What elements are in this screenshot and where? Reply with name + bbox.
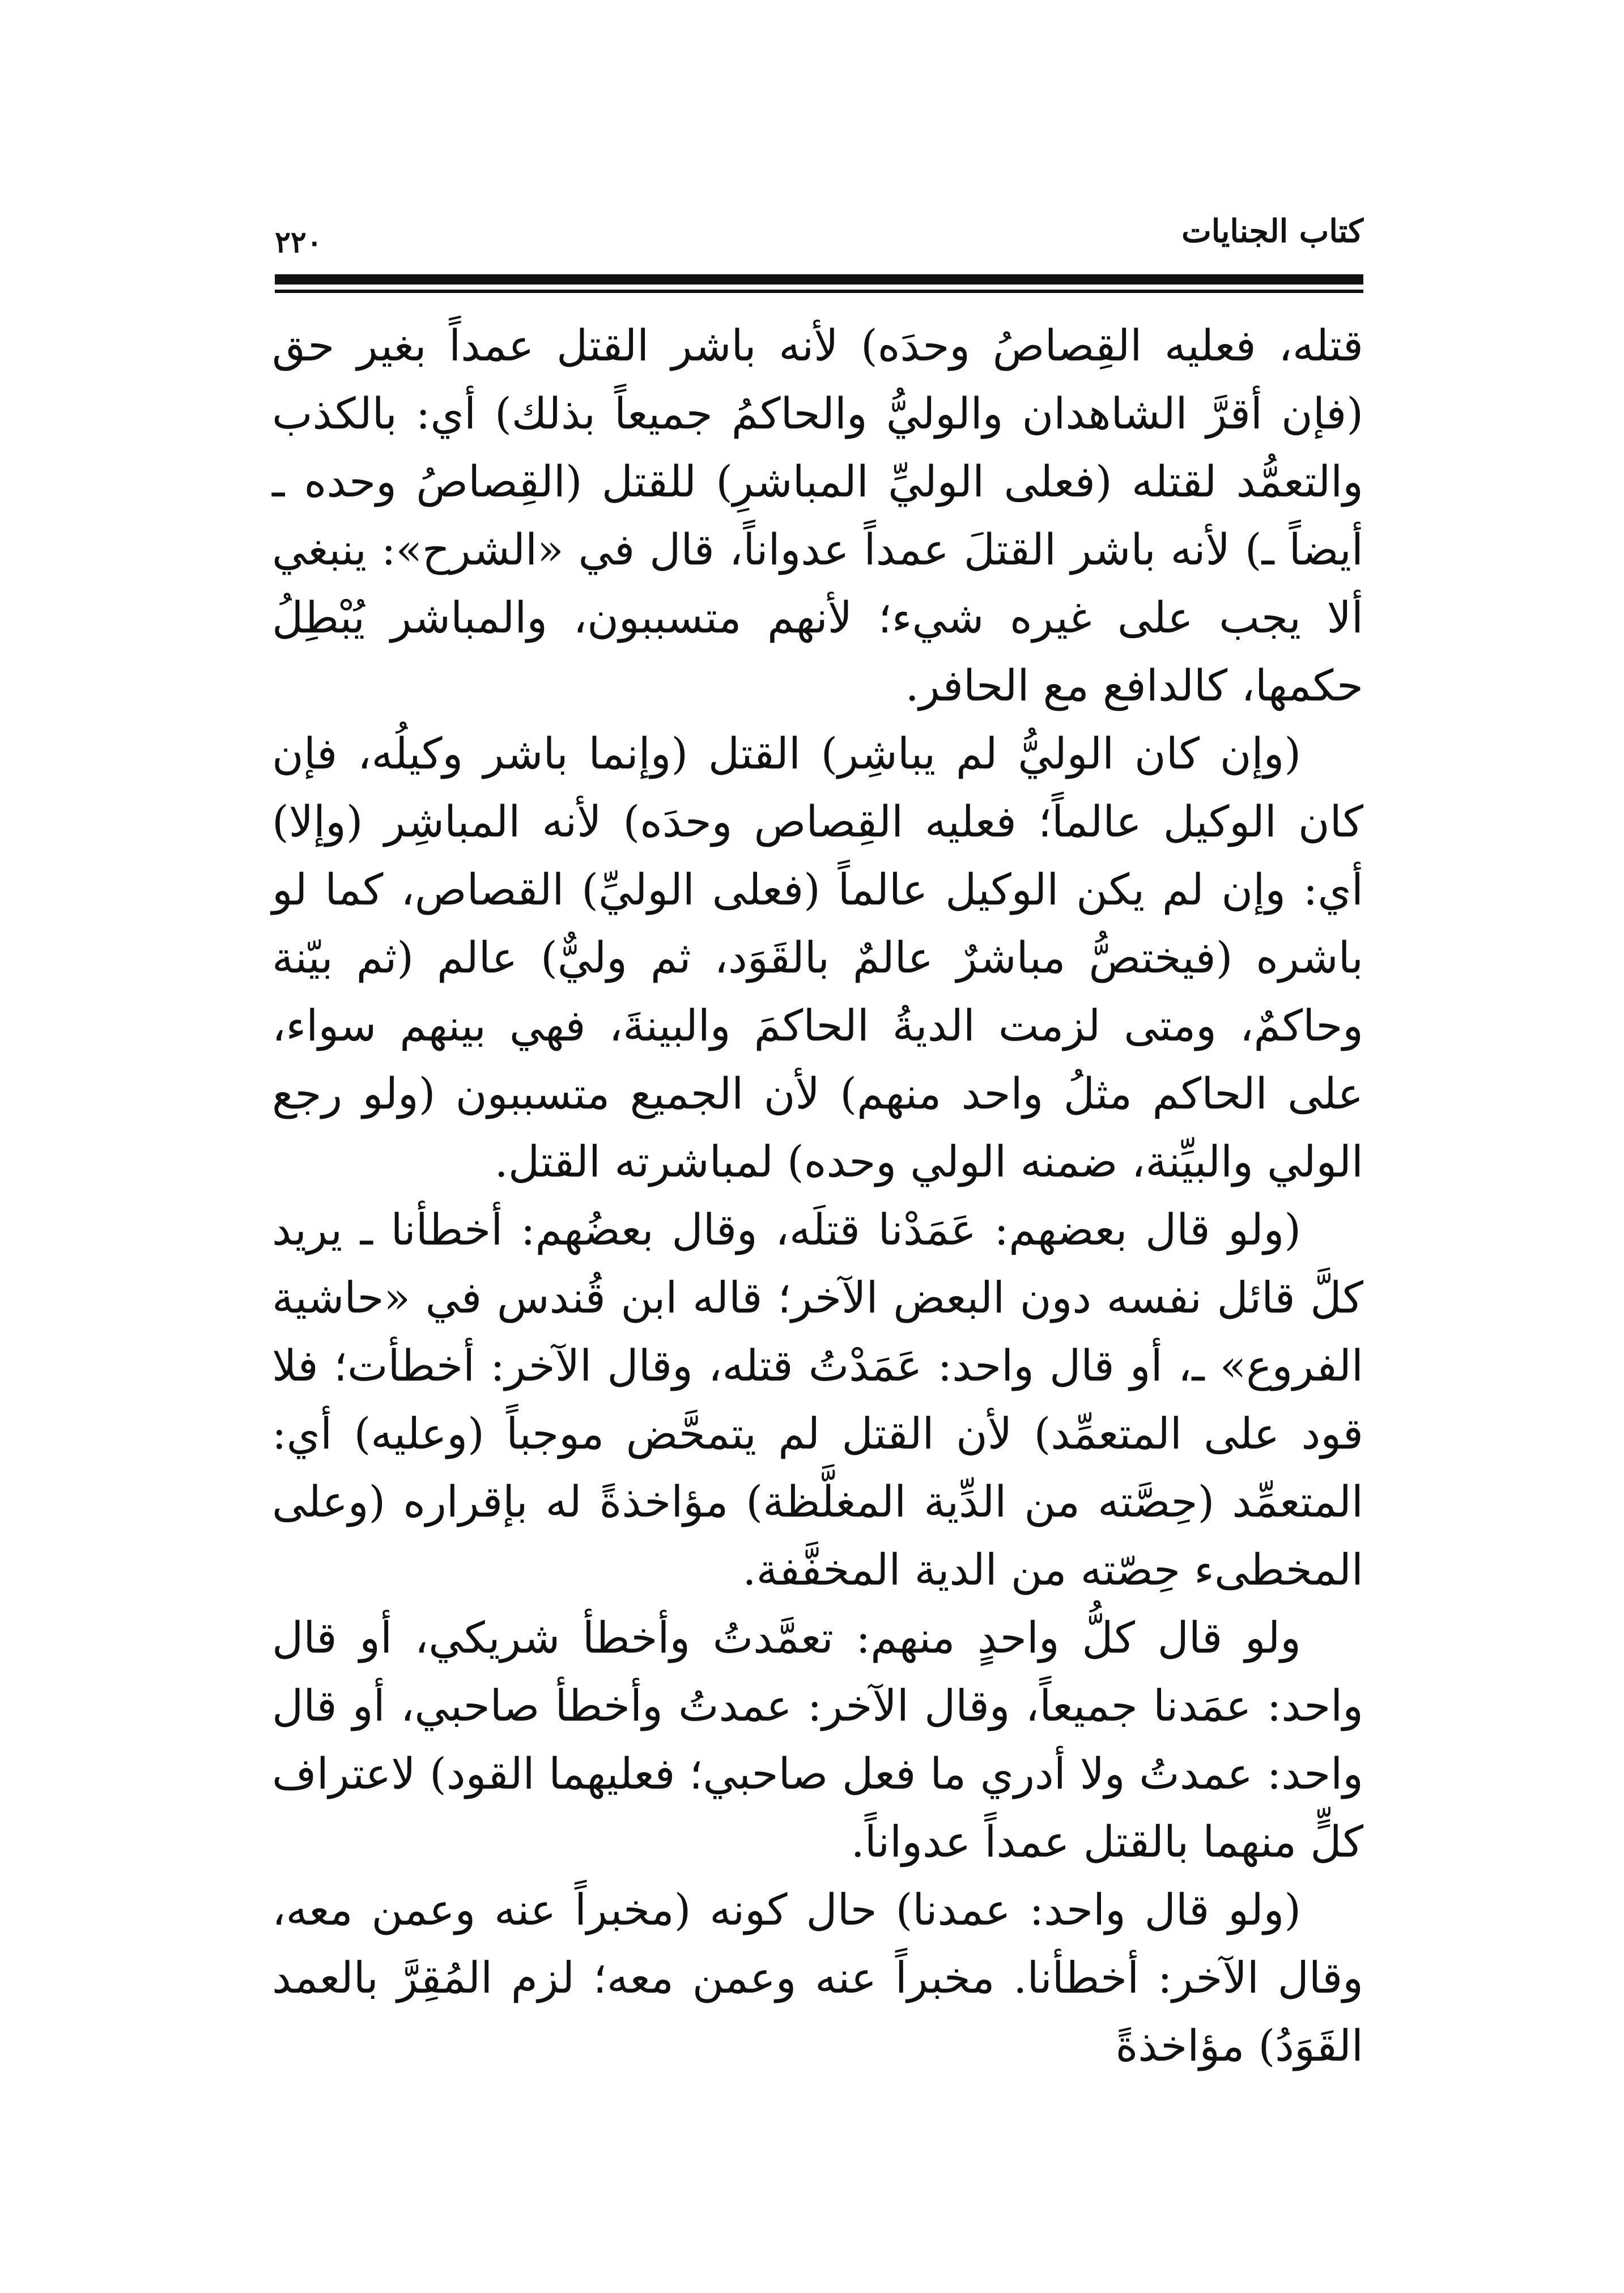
book-title: كتاب الجنايات bbox=[1181, 213, 1363, 250]
paragraph: (ولو قال واحد: عمدنا) حال كونه (مخبراً عنه وعمن معه، وقال الآخر: أخطأنا. مخبراً عنه وعمن معه؛ لزم المُقِرَّ بالعمد القَوَدُ) مؤاخذةً bbox=[272, 1884, 1363, 2071]
paragraph: قتله، فعليه القِصاصُ وحدَه) لأنه باشر القتل عمداً بغير حق (فإن أقرَّ الشاهدان والوليُّ والحاكمُ جميعاً بذلك) أي: بالكذب والتعمُّد لقتله (فعلى الوليِّ المباشرِ) للقتل (القِصاصُ وحده ـ أيضاً ـ) لأنه باشر القتلَ عمداً عدواناً، قال في «الشرح»: ينبغي ألا يجب على غيره شيء؛ لأنهم متسببون، والمباشر يُبْطِلُ حكمها، كالدافع مع الحافر. bbox=[272, 320, 1363, 711]
text-body bbox=[272, 312, 1363, 2080]
header-rule-thick bbox=[275, 274, 1363, 284]
page-number: ٢٢٠ bbox=[275, 225, 322, 260]
paragraph: (وإن كان الوليُّ لم يباشِر) القتل (وإنما باشر وكيلُه، فإن كان الوكيل عالماً؛ فعليه القِصاص وحدَه) لأنه المباشِر (وإلا) أي: وإن لم يكن الوكيل عالماً (فعلى الوليِّ) القصاص، كما لو باشره (فيختصُّ مباشرٌ عالمٌ بالقَوَد، ثم وليٌّ) عالم (ثم بيّنة وحاكمٌ، ومتى لزمت الديةُ الحاكمَ والبينةَ، فهي بينهم سواء، على الحاكم مثلُ واحد منهم) لأن الجميع متسببون (ولو رجع الولي والبيِّنة، ضمنه الولي وحده) لمباشرته القتل. bbox=[272, 728, 1363, 1187]
paragraph: ولو قال كلُّ واحدٍ منهم: تعمَّدتُ وأخطأ شريكي، أو قال واحد: عمَدنا جميعاً، وقال الآخر: عمدتُ وأخطأ صاحبي، أو قال واحد: عمدتُ ولا أدري ما فعل صاحبي؛ فعليهما القود) لاعتراف كلٍّ منهما بالقتل عمداً عدواناً. bbox=[272, 1612, 1364, 1867]
header-rule-thin bbox=[275, 290, 1363, 293]
paragraph: (ولو قال بعضهم: عَمَدْنا قتلَه، وقال بعضُهم: أخطأنا ـ يريد كلَّ قائل نفسه دون البعض الآخر؛ قاله ابن قُندس في «حاشية الفروع» ـ، أو قال واحد: عَمَدْتُ قتله، وقال الآخر: أخطأت؛ فلا قود على المتعمِّد) لأن القتل لم يتمحَّض موجباً (وعليه) أي: المتعمِّد (حِصَّته من الدِّية المغلَّظة) مؤاخذةً له بإقراره (وعلى المخطىء حِصّته من الدية المخفَّفة. bbox=[272, 1204, 1363, 1595]
running-header bbox=[275, 204, 1363, 266]
